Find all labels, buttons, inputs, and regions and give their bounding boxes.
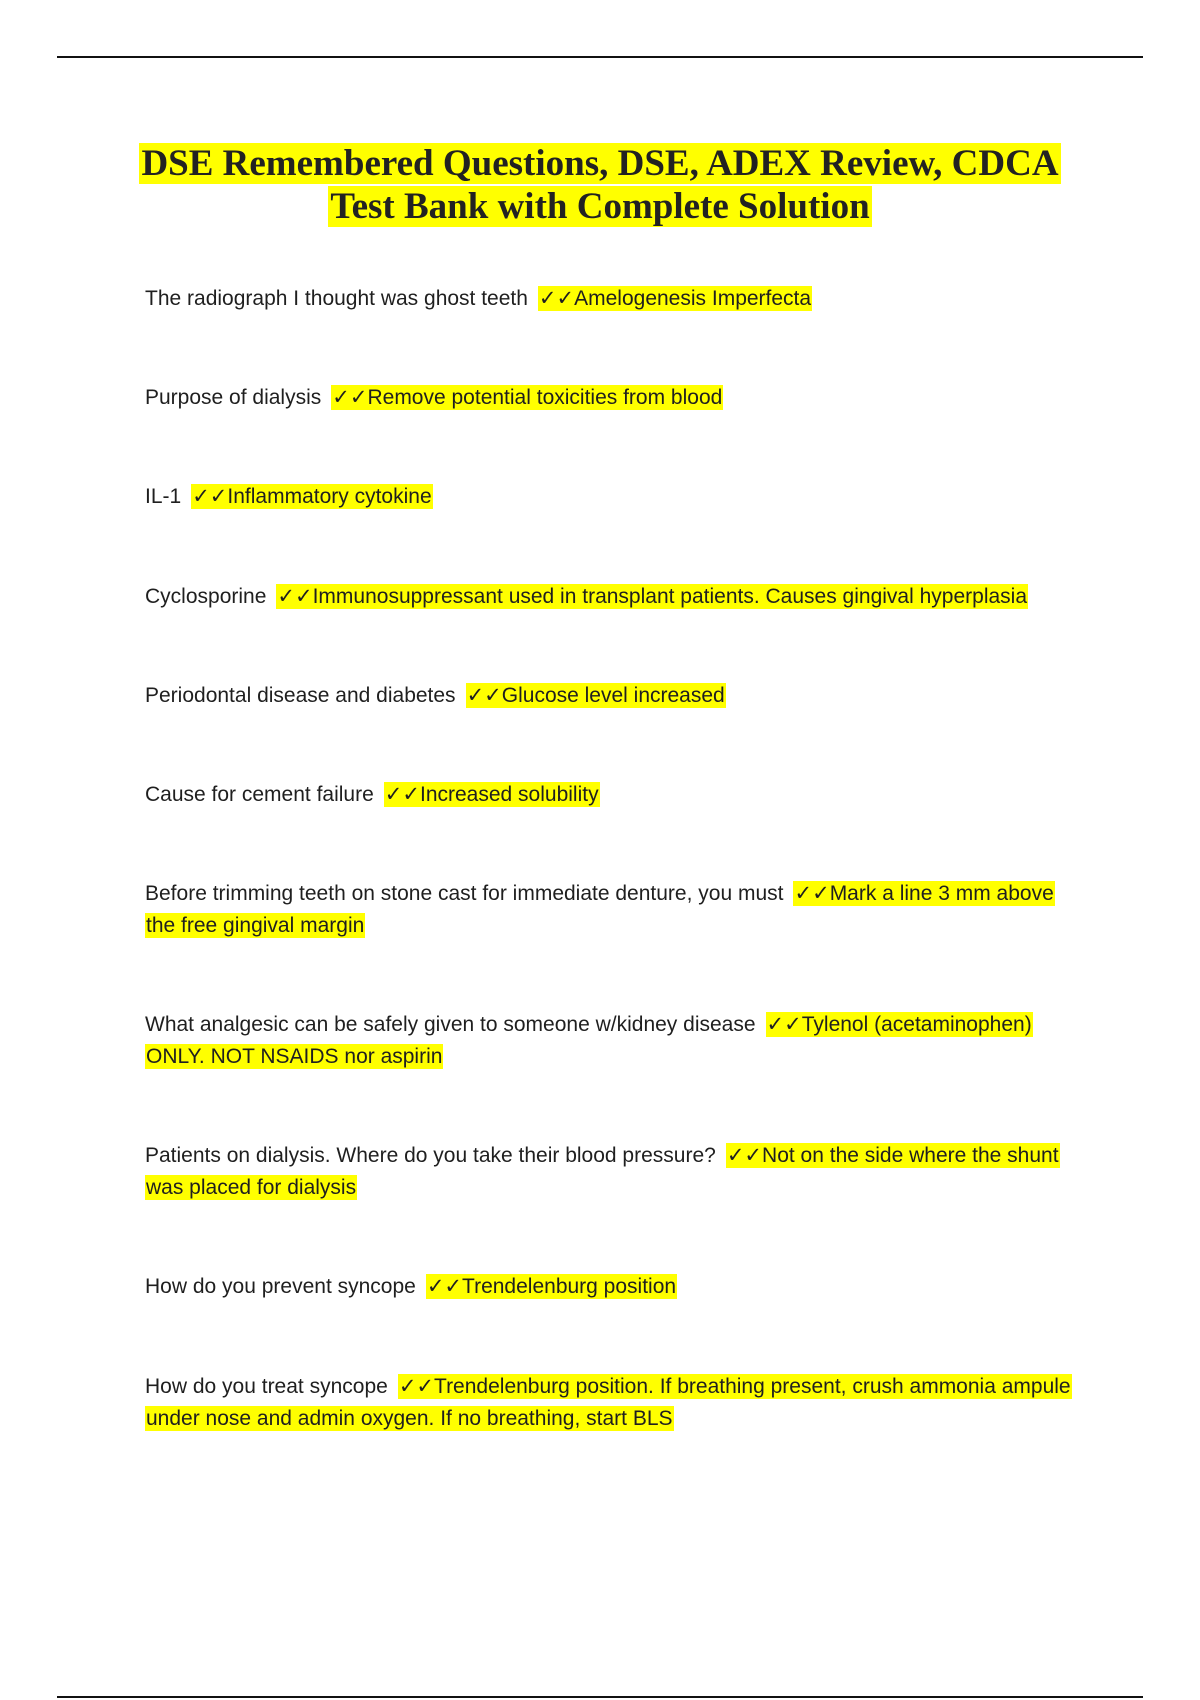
question-text: Purpose of dialysis (145, 386, 322, 409)
answer-text: Not on the side where the shunt was placed for dialysis (146, 1144, 1059, 1199)
answer-highlight (191, 484, 432, 509)
title-line-1: DSE Remembered Questions, DSE, ADEX Review, CDCA (141, 143, 1059, 184)
qa-item (145, 680, 1075, 712)
question-text: The radiograph I thought was ghost teeth (145, 287, 528, 310)
qa-item (145, 581, 1075, 613)
question-text: Periodontal disease and diabetes (145, 684, 456, 707)
qa-item (145, 481, 1075, 513)
question-text: Patients on dialysis. Where do you take their blood pressure? (145, 1144, 716, 1167)
check-mark: ✓✓ (794, 882, 830, 905)
document-title (100, 142, 1100, 228)
qa-item (145, 1140, 1075, 1204)
title-line-2: Test Bank with Complete Solution (330, 186, 870, 227)
qa-item (145, 878, 1075, 942)
check-mark: ✓✓ (332, 386, 368, 409)
answer-text: Glucose level increased (501, 684, 725, 707)
check-mark: ✓✓ (192, 485, 228, 508)
answer-highlight (466, 683, 726, 708)
top-rule (57, 56, 1143, 58)
answer-text: Mark a line 3 mm above the free gingival margin (146, 882, 1054, 937)
check-mark: ✓✓ (538, 287, 575, 310)
check-mark: ✓✓ (426, 1275, 463, 1298)
check-mark: ✓✓ (398, 1375, 435, 1398)
check-mark: ✓✓ (277, 585, 313, 608)
check-mark: ✓✓ (384, 783, 420, 806)
qa-item (145, 779, 1075, 811)
answer-text: Immunosuppressant used in transplant patients. Causes gingival hyperplasia (312, 585, 1028, 608)
answer-highlight (331, 385, 723, 410)
question-text: IL-1 (145, 485, 182, 508)
qa-item (145, 1371, 1075, 1435)
check-mark: ✓✓ (766, 1013, 802, 1036)
answer-text: Remove potential toxicities from blood (367, 386, 723, 409)
question-text: How do you treat syncope (145, 1375, 388, 1398)
answer-text: Amelogenesis Imperfecta (574, 287, 812, 310)
check-mark: ✓✓ (466, 684, 502, 707)
question-text: Cyclosporine (145, 585, 267, 608)
check-mark: ✓✓ (726, 1144, 763, 1167)
answer-text: Tylenol (acetaminophen) ONLY. NOT NSAIDS nor aspirin (146, 1013, 1032, 1068)
answer-highlight (538, 286, 812, 311)
qa-item (145, 283, 1075, 315)
answer-highlight (426, 1274, 677, 1299)
answer-text: Increased solubility (419, 783, 599, 806)
question-text: How do you prevent syncope (145, 1275, 416, 1298)
question-text: Cause for cement failure (145, 783, 374, 806)
qa-item (145, 382, 1075, 414)
answer-text: Trendelenburg position. If breathing present, crush ammonia ampule under nose and admin oxygen. If no breathing, start BLS (146, 1375, 1071, 1430)
question-text: Before trimming teeth on stone cast for immediate denture, you must (145, 882, 784, 905)
answer-text: Inflammatory cytokine (227, 485, 432, 508)
bottom-rule (57, 1696, 1143, 1698)
answer-text: Trendelenburg position (462, 1275, 677, 1298)
question-text: What analgesic can be safely given to someone w/kidney disease (145, 1013, 756, 1036)
qa-item (145, 1009, 1075, 1073)
answer-highlight (276, 584, 1028, 609)
qa-item (145, 1271, 1075, 1303)
answer-highlight (384, 782, 600, 807)
